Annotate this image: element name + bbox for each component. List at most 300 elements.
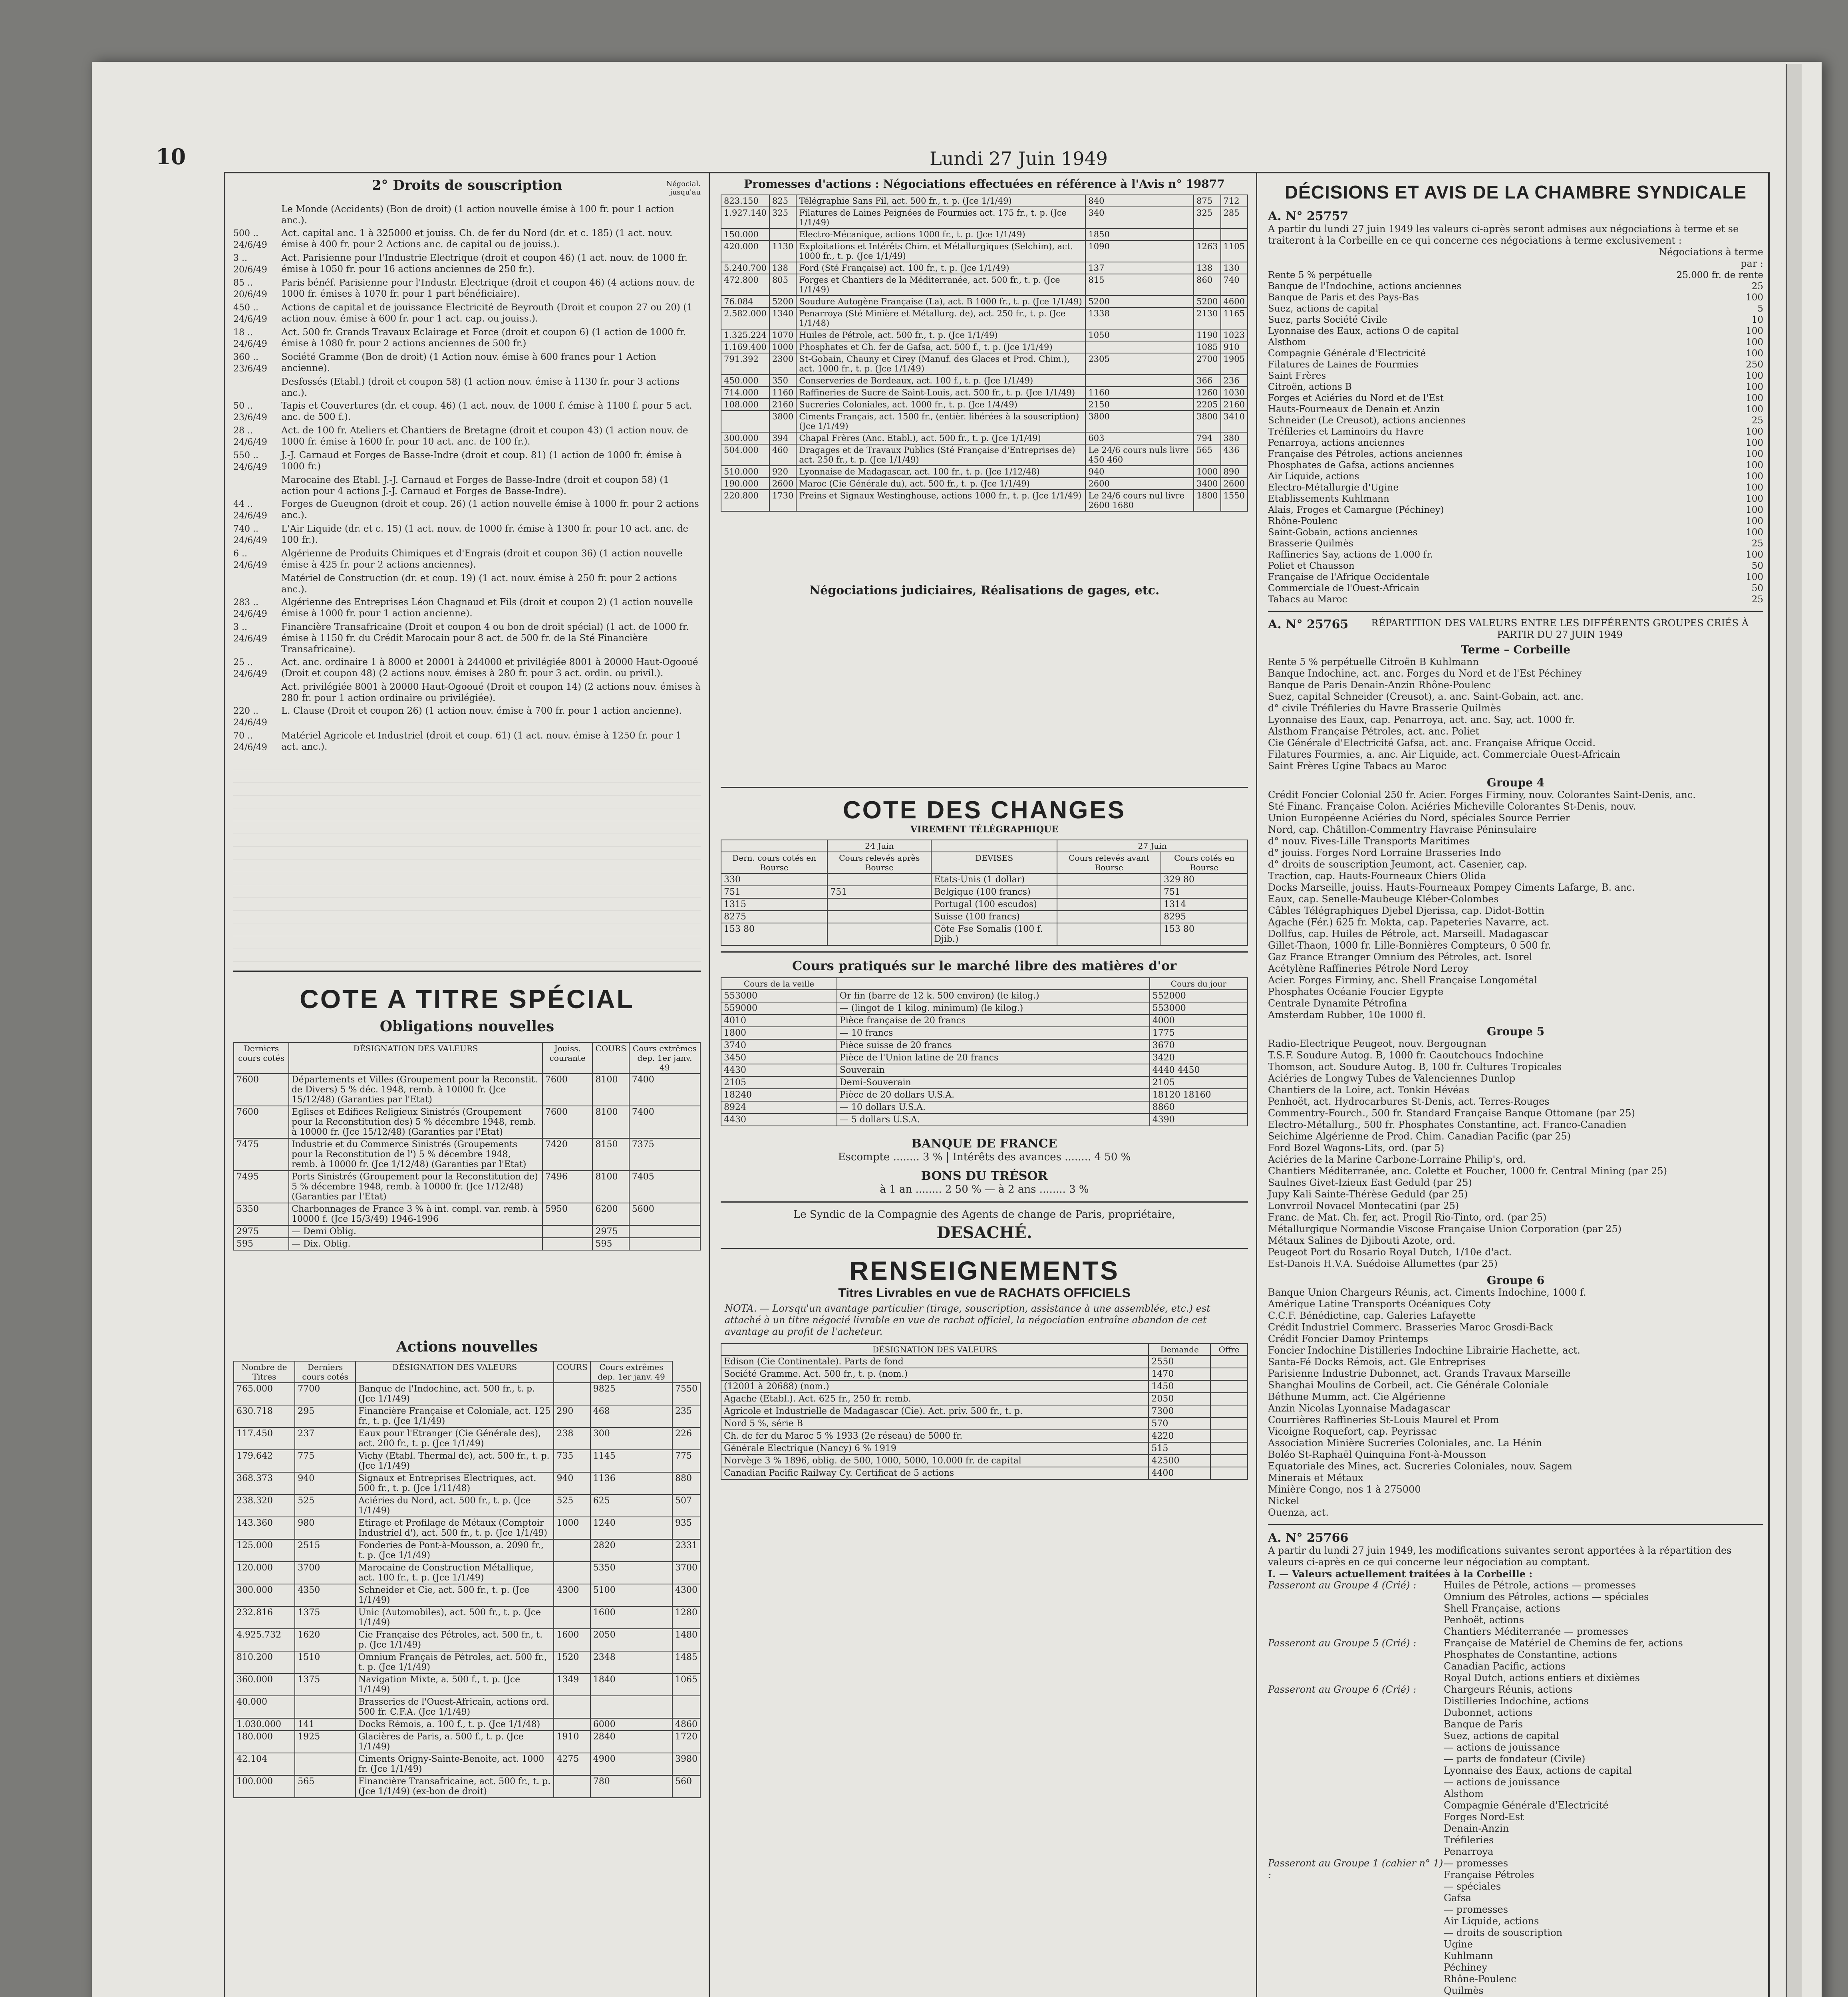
table-row	[721, 898, 1248, 911]
table-cell: Forges et Chantiers de la Méditerranée, act. 500 fr., t. p. (Jce 1/1/49)	[796, 274, 1085, 296]
table-cell: 2700	[1194, 353, 1220, 375]
table-cell: 560	[672, 1775, 700, 1798]
syndic-name: DESACHÉ.	[936, 1223, 1032, 1242]
table-cell: 2305	[1085, 353, 1194, 375]
rule	[1268, 1524, 1763, 1525]
row-date: 283 .. 24/6/49	[233, 598, 267, 619]
avis-value: Suez, actions de capital	[1268, 304, 1379, 314]
table-cell: 4400	[1149, 1467, 1210, 1479]
avis3-g4-list: Huiles de Pétrole, actions — promesses Omnium des Pétroles, actions — spéciales Shell Française, actions Penhoët, actions Chantiers Méditerranée — promesses	[1444, 1580, 1649, 1637]
avis-value: Banque de l'Indochine, actions anciennes	[1268, 281, 1462, 292]
obligations-table	[233, 1042, 701, 1251]
avis-value: Alais, Froges et Camargue (Péchiney)	[1268, 505, 1444, 515]
table-cell: 5200	[1194, 296, 1220, 308]
table-cell-empty	[1210, 1430, 1248, 1442]
bons-title: BONS DU TRÉSOR	[921, 1169, 1048, 1183]
table-cell: 285	[1221, 207, 1248, 228]
avis-value: Air Liquide, actions	[1268, 471, 1359, 482]
group-6-title: Groupe 6	[1486, 1274, 1545, 1287]
section-title-special: COTE A TITRE SPÉCIAL	[300, 984, 634, 1014]
rule	[721, 787, 1248, 788]
table-cell: Belgique (100 francs)	[931, 886, 1057, 898]
blank-lines	[233, 757, 701, 965]
droits-row	[233, 400, 701, 423]
table-cell: Financière Transafricaine, act. 500 fr., t. p. (Jce 1/1/49) (ex-bon de droit)	[356, 1775, 554, 1798]
avis-value: Commerciale de l'Ouest-Africain	[1268, 583, 1420, 594]
table-cell: 595	[592, 1238, 629, 1250]
group-terme-title: Terme – Corbeille	[1461, 643, 1570, 656]
avis-value: Rente 5 % perpétuelle	[1268, 270, 1372, 280]
column-2	[721, 173, 1248, 1997]
table-cell: 1510	[295, 1651, 356, 1673]
droits-list	[233, 204, 701, 753]
table-cell: 137	[1085, 262, 1194, 274]
avis-row	[1268, 449, 1763, 460]
avis2-header	[1268, 617, 1763, 641]
table-cell: 8100	[592, 1106, 629, 1138]
row-date: 85 .. 20/6/49	[233, 278, 267, 300]
avis-value: Tabacs au Maroc	[1268, 594, 1347, 605]
avis-quantity: 100	[1746, 371, 1763, 381]
table-cell: 2550	[1149, 1356, 1210, 1368]
table-cell: 910	[1221, 341, 1248, 353]
table-cell-empty	[1210, 1417, 1248, 1430]
table-row	[721, 923, 1248, 945]
table-cell: 603	[1085, 432, 1194, 444]
table-cell	[590, 1696, 672, 1718]
table-cell: Electro-Mécanique, actions 1000 fr., t. p. (Jce 1/1/49)	[796, 228, 1085, 240]
table-row	[721, 1076, 1248, 1089]
table-cell: 940	[295, 1472, 356, 1495]
or-table	[721, 977, 1248, 1126]
table-cell	[1085, 341, 1194, 353]
avis-quantity: 100	[1746, 337, 1763, 347]
table-cell: Souverain	[837, 1064, 1150, 1076]
table-row	[721, 1405, 1248, 1417]
row-text: Matériel Agricole et Industriel (droit et coup. 61) (1 act. nouv. émise à 1250 fr. pour 1 act. anc.).	[281, 731, 682, 752]
table-cell: 504.000	[721, 444, 769, 466]
content-frame	[224, 172, 1770, 1997]
avis-value: Française de l'Afrique Occidentale	[1268, 572, 1430, 582]
column-3	[1268, 173, 1763, 1997]
row-date: 44 .. 24/6/49	[233, 499, 267, 521]
table-cell: 875	[1194, 195, 1220, 207]
rule	[1268, 611, 1763, 612]
avis-row	[1268, 437, 1763, 449]
table-cell: Or fin (barre de 12 k. 500 environ) (le kilog.)	[837, 990, 1150, 1002]
rule	[721, 951, 1248, 953]
avis-quantity: 50	[1751, 561, 1763, 571]
table-cell: Départements et Villes (Groupement pour la Reconstit. de Divers) 5 % déc. 1948, remb. à 10000 fr. (Jce 15/12/48) (Garanties par l'Etat)	[289, 1074, 542, 1106]
table-cell: 42.104	[234, 1753, 295, 1775]
table-body	[721, 990, 1248, 1126]
table-cell: 1349	[554, 1673, 590, 1696]
table-cell: Unic (Automobiles), act. 500 fr., t. p. (Jce 1/1/49)	[356, 1606, 554, 1629]
table-cell: 2600	[1221, 478, 1248, 490]
table-cell: 1090	[1085, 240, 1194, 262]
table-cell-empty	[1210, 1393, 1248, 1405]
table-cell: 553000	[1150, 1002, 1248, 1014]
table-row	[721, 466, 1248, 478]
table-cell: 7400	[629, 1074, 700, 1106]
table-row	[721, 296, 1248, 308]
table-row	[721, 240, 1248, 262]
droits-row	[233, 498, 701, 522]
table-cell: 4275	[554, 1753, 590, 1775]
droits-row	[233, 450, 701, 473]
table-row	[234, 1138, 700, 1171]
avis-row	[1268, 560, 1763, 572]
row-date	[233, 573, 277, 595]
avis-quantity: 25	[1751, 415, 1763, 426]
table-cell: Générale Electrique (Nancy) 6 % 1919	[721, 1442, 1149, 1455]
table-cell: 125.000	[234, 1539, 295, 1562]
table-row	[721, 444, 1248, 466]
table-row	[234, 1472, 700, 1495]
table-cell: 2300	[769, 353, 796, 375]
table-row	[234, 1383, 700, 1405]
row-date: 740 .. 24/6/49	[233, 524, 267, 546]
negociations-label: Négociations à terme par :	[1659, 246, 1763, 269]
table-row	[721, 1064, 1248, 1076]
avis-value: Poliet et Chausson	[1268, 561, 1355, 571]
table-row	[234, 1495, 700, 1517]
droits-row	[233, 730, 701, 753]
table-cell: 3410	[1221, 411, 1248, 432]
table-cell: Eaux pour l'Etranger (Cie Générale des), act. 200 fr., t. p. (Jce 1/1/49)	[356, 1427, 554, 1450]
table-row	[234, 1405, 700, 1427]
table-header-cell: DÉSIGNATION DES VALEURS	[721, 1344, 1149, 1356]
table-cell: 237	[295, 1427, 356, 1450]
table-cell: 330	[721, 873, 827, 886]
row-date: 50 .. 23/6/49	[233, 401, 267, 423]
avis-row	[1268, 594, 1763, 605]
table-cell: 823.150	[721, 195, 769, 207]
table-cell: 1485	[672, 1651, 700, 1673]
table-cell: — Demi Oblig.	[289, 1225, 542, 1238]
table-cell: 2331	[672, 1539, 700, 1562]
row-date: 70 .. 24/6/49	[233, 731, 267, 752]
table-cell: 920	[769, 466, 796, 478]
rule	[233, 971, 701, 972]
avis-row	[1268, 572, 1763, 583]
row-text: Matériel de Construction (dr. et coup. 19) (1 act. nouv. émise à 250 fr. pour 2 actions anc.).	[281, 573, 677, 595]
avis-quantity: 100	[1746, 460, 1763, 470]
table-cell	[1194, 228, 1220, 240]
avis-value: Brasserie Quilmès	[1268, 538, 1353, 549]
table-cell: 1000	[769, 341, 796, 353]
table-cell: 300	[590, 1427, 672, 1450]
avis-quantity: 100	[1746, 516, 1763, 526]
row-text: L'Air Liquide (dr. et c. 15) (1 act. nouv. de 1000 fr. émise à 1300 fr. pour 10 act. anc. de 100 fr.).	[281, 524, 688, 545]
table-header-cell: Nombre de Titres	[234, 1361, 295, 1383]
avis3-g1-list: — promesses Française Pétroles — spéciales Gafsa — promesses Air Liquide, actions — droits de souscription Ugine Kuhlmann Péchiney Rhône-Poulenc Quilmès	[1444, 1858, 1563, 1996]
renseignements-note: NOTA. — Lorsqu'un avantage particulier (tirage, souscription, assistance à une assemblée, etc.) est attaché à un titre négocié livrable en vue de rachat officiel, la négociation entraîne abandon de cet avantage au profit de l'acheteur.	[725, 1303, 1210, 1337]
table-cell: 1720	[672, 1731, 700, 1753]
book-spine	[1786, 64, 1802, 1997]
table-cell: 1136	[590, 1472, 672, 1495]
table-header-row	[721, 978, 1248, 990]
row-text: Act. 500 fr. Grands Travaux Eclairage et Force (droit et coupon 6) (1 action de 1000 fr. émise à 1080 fr. pour 2 actions anciennes de 500 fr.)	[281, 327, 686, 349]
row-text: Société Gramme (Bon de droit) (1 Action nouv. émise à 600 francs pour 1 Action ancienne).	[281, 352, 656, 373]
table-cell: Cie Française des Pétroles, act. 500 fr., t. p. (Jce 1/1/49)	[356, 1629, 554, 1651]
table-cell: — 5 dollars U.S.A.	[837, 1114, 1150, 1126]
droits-row	[233, 376, 701, 399]
spacer	[233, 1251, 701, 1338]
table-cell: Pièce de l'Union latine de 20 francs	[837, 1052, 1150, 1064]
column-1	[233, 173, 701, 1997]
group-4-title: Groupe 4	[1486, 776, 1545, 789]
table-header-cell: Cours relevés avant Bourse	[1057, 852, 1161, 873]
table-cell	[295, 1753, 356, 1775]
table-body	[721, 873, 1248, 945]
table-cell: 1.325.224	[721, 329, 769, 341]
table-cell: (12001 à 20688) (nom.)	[721, 1380, 1149, 1393]
table-cell: 238	[554, 1427, 590, 1450]
table-cell: 815	[1085, 274, 1194, 296]
avis-quantity: 25	[1751, 594, 1763, 605]
table-cell: Agache (Etabl.). Act. 625 fr., 250 fr. remb.	[721, 1393, 1149, 1405]
row-date: 6 .. 24/6/49	[233, 549, 267, 570]
avis2-title: RÉPARTITION DES VALEURS ENTRE LES DIFFÉRENTS GROUPES CRIÉS À PARTIR DU 27 JUIN 1949	[1371, 617, 1749, 640]
avis-row	[1268, 415, 1763, 426]
table-cell: 5200	[769, 296, 796, 308]
avis-quantity: 25	[1751, 281, 1763, 292]
table-cell: 1280	[672, 1606, 700, 1629]
table-header-cell	[837, 978, 1150, 990]
table-cell	[827, 873, 931, 886]
row-date: 28 .. 24/6/49	[233, 426, 267, 447]
row-text: J.-J. Carnaud et Forges de Basse-Indre (droit et coup. 81) (1 action de 1000 fr. émise à 1000 fr.)	[281, 450, 682, 472]
table-cell: 570	[1149, 1417, 1210, 1430]
table-cell: Société Gramme. Act. 500 fr., t. p. (nom.)	[721, 1368, 1149, 1380]
table-cell: 525	[295, 1495, 356, 1517]
avis3-g6-list: Chargeurs Réunis, actions Distilleries Indochine, actions Dubonnet, actions	[1444, 1684, 1589, 1718]
table-cell: 1.927.140	[721, 207, 769, 228]
droits-row	[233, 548, 701, 571]
table-cell	[827, 923, 931, 945]
table-cell: 4440 4450	[1150, 1064, 1248, 1076]
table-cell: 780	[590, 1775, 672, 1798]
table-cell: 940	[1085, 466, 1194, 478]
table-row	[721, 1101, 1248, 1114]
table-cell: Pièce française de 20 francs	[837, 1014, 1150, 1027]
table-cell: 1775	[1150, 1027, 1248, 1039]
avis-value: Schneider (Le Creusot), actions anciennes	[1268, 415, 1466, 426]
table-cell: 1130	[769, 240, 796, 262]
table-cell: 4600	[1221, 296, 1248, 308]
table-cell: 1000	[1194, 466, 1220, 478]
table-cell: 1085	[1194, 341, 1220, 353]
table-cell: Signaux et Entreprises Electriques, act. 500 fr., t. p. (Jce 1/11/48)	[356, 1472, 554, 1495]
table-cell: 751	[827, 886, 931, 898]
avis-value: Saint Frères	[1268, 371, 1326, 381]
avis-row	[1268, 326, 1763, 337]
table-row	[721, 490, 1248, 511]
avis-row	[1268, 314, 1763, 326]
table-cell: 4430	[721, 1114, 837, 1126]
table-cell: Glacières de Paris, a. 500 f., t. p. (Jce 1/1/49)	[356, 1731, 554, 1753]
table-cell: 4430	[721, 1064, 837, 1076]
table-header-cell: Cours extrêmes dep. 1er janv. 49	[629, 1042, 700, 1074]
table-cell: 8100	[592, 1074, 629, 1106]
table-row	[721, 1467, 1248, 1479]
table-cell: Filatures de Laines Peignées de Fourmies act. 175 fr., t. p. (Jce 1/1/49)	[796, 207, 1085, 228]
table-cell	[554, 1539, 590, 1562]
avis-quantity: 100	[1746, 438, 1763, 448]
table-cell: 120.000	[234, 1562, 295, 1584]
avis-row	[1268, 292, 1763, 303]
droits-row	[233, 228, 701, 251]
avis-value: Hauts-Fourneaux de Denain et Anzin	[1268, 404, 1440, 415]
table-row	[234, 1539, 700, 1562]
avis-row	[1268, 527, 1763, 538]
droits-row	[233, 351, 701, 375]
table-row	[721, 329, 1248, 341]
table-cell: 880	[672, 1472, 700, 1495]
table-cell: 2515	[295, 1539, 356, 1562]
table-cell: Agricole et Industrielle de Madagascar (Cie). Act. priv. 500 fr., t. p.	[721, 1405, 1149, 1417]
avis3-g5-list: Française de Matériel de Chemins de fer, actions Phosphates de Constantine, actions Canadian Pacific, actions Royal Dutch, actions entiers et dixièmes	[1444, 1638, 1683, 1683]
th-date-24: 24 Juin	[827, 840, 931, 852]
table-cell: 4390	[1150, 1114, 1248, 1126]
table-cell: Charbonnages de France 3 % à int. compl. var. remb. à 10000 f. (Jce 15/3/49) 1946-1996	[289, 1203, 542, 1225]
row-text: Marocaine des Etabl. J.-J. Carnaud et Forges de Basse-Indre (droit et coupon 58) (1 action pour 4 actions J.-J. Carnaud et Forges de Basse-Indre).	[281, 475, 669, 496]
avis-quantity: 100	[1746, 527, 1763, 538]
table-cell: Lyonnaise de Madagascar, act. 100 fr., t. p. (Jce 1/12/48)	[796, 466, 1085, 478]
table-cell: 130	[1221, 262, 1248, 274]
avis-row	[1268, 482, 1763, 493]
table-cell: 295	[295, 1405, 356, 1427]
table-cell: 40.000	[234, 1696, 295, 1718]
table-cell: Télégraphie Sans Fil, act. 500 fr., t. p. (Jce 1/1/49)	[796, 195, 1085, 207]
table-header-cell: DÉSIGNATION DES VALEURS	[356, 1361, 554, 1383]
table-cell: 7550	[672, 1383, 700, 1405]
table-cell: 2348	[590, 1651, 672, 1673]
table-cell: 2050	[590, 1629, 672, 1651]
table-cell: 220.800	[721, 490, 769, 511]
row-date: 550 .. 24/6/49	[233, 451, 267, 472]
table-cell: 4860	[672, 1718, 700, 1731]
avis-value: Saint-Gobain, actions anciennes	[1268, 527, 1418, 538]
table-row	[721, 1393, 1248, 1405]
table-cell: 1190	[1194, 329, 1220, 341]
spacer	[721, 598, 1248, 781]
table-cell: Omnium Français de Pétroles, act. 500 fr., t. p. (Jce 1/1/49)	[356, 1651, 554, 1673]
table-cell: 5950	[542, 1203, 593, 1225]
avis-value: Forges et Aciéries du Nord et de l'Est	[1268, 393, 1444, 403]
table-cell: 515	[1149, 1442, 1210, 1455]
table-cell	[542, 1238, 593, 1250]
droits-row	[233, 277, 701, 300]
table-cell: Eglises et Edifices Religieux Sinistrés (Groupement pour la Reconstitution des) 5 % décembre 1948, remb. à 10000 fr. (Jce 15/12/48) (Garanties par l'Etat)	[289, 1106, 542, 1138]
table-header-cell: Jouiss. courante	[542, 1042, 593, 1074]
table-header-cell: Cours du jour	[1150, 978, 1248, 990]
avis-value: Penarroya, actions anciennes	[1268, 438, 1405, 448]
column-divider	[1256, 173, 1257, 1997]
row-text: Algérienne des Entreprises Léon Chagnaud et Fils (droit et coupon 2) (1 action nouvelle émise à 1000 fr. pour 1 action ancienne).	[281, 597, 693, 619]
table-row	[234, 1673, 700, 1696]
table-cell: 2820	[590, 1539, 672, 1562]
table-cell: Penarroya (Sté Minière et Métallurg. de), act. 250 fr., t. p. (Jce 1/1/48)	[796, 308, 1085, 329]
avis3-subtitle: I. — Valeurs actuellement traitées à la Corbeille :	[1268, 1568, 1533, 1580]
table-row	[234, 1203, 700, 1225]
table-cell: 1160	[1085, 387, 1194, 399]
table-cell: 366	[1194, 375, 1220, 387]
table-cell: 1620	[295, 1629, 356, 1651]
table-cell: 507	[672, 1495, 700, 1517]
row-text: Forges de Gueugnon (droit et coup. 26) (1 action nouvelle émise à 1000 fr. pour 2 actions anc.).	[281, 499, 699, 520]
table-cell: Edison (Cie Continentale). Parts de fond	[721, 1356, 1149, 1368]
table-cell: Brasseries de l'Ouest-Africain, actions ord. 500 fr. C.F.A. (Jce 1/1/49)	[356, 1696, 554, 1718]
table-row	[234, 1584, 700, 1606]
avis3-text: A partir du lundi 27 juin 1949, les modifications suivantes seront apportées à la répartition des valeurs ci-après en ce qui concerne leur négociation au comptant.	[1268, 1545, 1732, 1568]
table-cell: 3700	[295, 1562, 356, 1584]
table-cell: 775	[295, 1450, 356, 1472]
table-cell: 394	[769, 432, 796, 444]
avis-row	[1268, 538, 1763, 549]
table-cell: 472.800	[721, 274, 769, 296]
group-terme-list: Rente 5 % perpétuelle Citroën B Kuhlmann Banque Indochine, act. anc. Forges du Nord et de l'Est Péchiney Banque de Paris Denain-Anzin Rhône-Poulenc Suez, capital Schneider (Creusot), a. anc. Saint-Gobain, act. anc. d° civile Tréfileries du Havre Brasserie Quilmès Lyonnaise des Eaux, cap. Penarroya, act. anc. Say, act. 1000 fr. Alsthom Française Pétroles, act. anc. Poliet Cie Générale d'Electricité Gafsa, act. anc. Française Afrique Occid. Filatures Fourmies, a. anc. Air Liquide, act. Commerciale Ouest-Africain Saint Frères Ugine Tabacs au Maroc	[1268, 656, 1620, 772]
table-cell: 1000	[554, 1517, 590, 1539]
table-cell	[629, 1238, 700, 1250]
table-cell: Industrie et du Commerce Sinistrés (Groupements pour la Reconstitution de l') 5 % décembre 1948, remb. à 10000 fr. (Jce 1/12/48) (Garanties par l'Etat)	[289, 1138, 542, 1171]
row-text: Paris bénéf. Parisienne pour l'Industr. Electrique (droit et coupon 46) (4 actions nouv. de 1000 fr. émises à 1070 fr. pour 1 part bénéficiaire).	[281, 278, 695, 299]
table-cell: 1338	[1085, 308, 1194, 329]
table-cell: 2160	[1221, 399, 1248, 411]
table-cell-empty	[1210, 1368, 1248, 1380]
table-row	[721, 911, 1248, 923]
avis-value: Lyonnaise des Eaux, actions O de capital	[1268, 326, 1459, 336]
table-cell: 236	[1221, 375, 1248, 387]
table-row	[721, 411, 1248, 432]
table-cell	[1057, 911, 1161, 923]
table-cell: 4350	[295, 1584, 356, 1606]
table-cell: 8295	[1161, 911, 1248, 923]
table-cell	[542, 1225, 593, 1238]
droits-row	[233, 657, 701, 680]
table-cell: 4010	[721, 1014, 837, 1027]
avis-quantity: 250	[1746, 359, 1763, 370]
table-row	[721, 1430, 1248, 1442]
table-row	[721, 1356, 1248, 1368]
table-cell: 153 80	[721, 923, 827, 945]
table-cell	[554, 1383, 590, 1405]
table-header-cell: Derniers cours cotés	[295, 1361, 356, 1383]
avis-value: Alsthom	[1268, 337, 1306, 347]
actions-table	[233, 1361, 701, 1798]
table-row	[721, 387, 1248, 399]
table-cell	[1221, 228, 1248, 240]
column-divider	[709, 173, 710, 1997]
table-cell: 3980	[672, 1753, 700, 1775]
row-text: Le Monde (Accidents) (Bon de droit) (1 action nouvelle émise à 100 fr. pour 1 action anc.).	[281, 204, 674, 226]
avis-row	[1268, 337, 1763, 348]
table-cell: 7700	[295, 1383, 356, 1405]
table-cell: 1.169.400	[721, 341, 769, 353]
table-header-cell: COURS	[592, 1042, 629, 1074]
table-cell: 232.816	[234, 1606, 295, 1629]
page-number: 10	[156, 144, 186, 169]
table-cell	[629, 1225, 700, 1238]
avis3-g6-row	[1268, 1684, 1763, 1719]
judiciaires-title: Négociations judiciaires, Réalisations de gages, etc.	[809, 584, 1160, 598]
table-cell: Nord 5 %, série B	[721, 1417, 1149, 1430]
table-row	[721, 1052, 1248, 1064]
table-body	[721, 195, 1248, 511]
table-cell: Etats-Unis (1 dollar)	[931, 873, 1057, 886]
table-cell: 2600	[1085, 478, 1194, 490]
